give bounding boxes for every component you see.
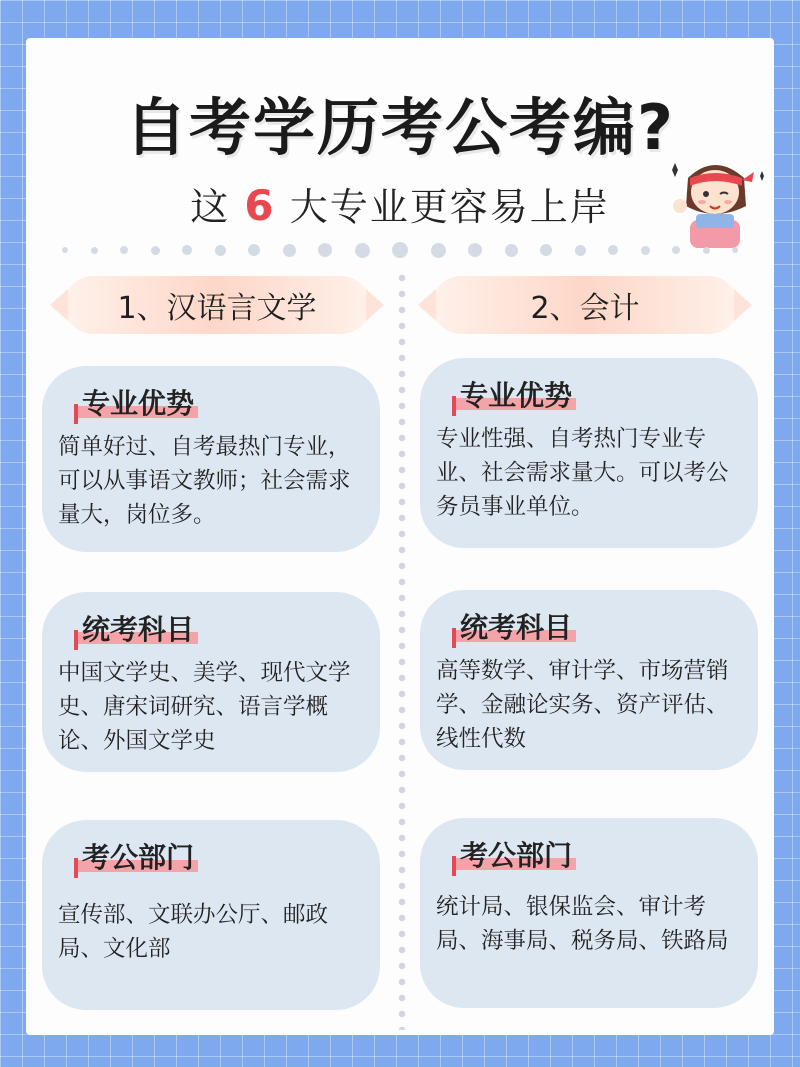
section-card-advantage [420,358,758,548]
section-card-departments [420,818,758,1008]
section-card-departments [42,820,380,1010]
section-text: 简单好过、自考最热门专业，可以从事语文教师；社会需求量大，岗位多。 [58,434,351,528]
section-text: 高等数学、审计学、市场营销学、金融论实务、资产评估、线性代数 [436,658,729,752]
column-heading-right: 2、会计 [432,276,738,334]
subtitle-number: 6 [244,181,276,230]
section-card-subjects [420,590,758,770]
section-card-advantage [42,366,380,552]
subtitle-suffix: 大专业更容易上岸 [289,185,610,229]
cartoon-girl-headband-icon [660,148,770,248]
section-title: 专业优势 [456,374,576,414]
section-title: 考公部门 [456,834,576,874]
section-text: 中国文学史、美学、现代文学史、唐宋词研究、语言学概论、外国文学史 [58,660,351,754]
section-title: 专业优势 [78,382,198,422]
section-text: 统计局、银保监会、审计考局、海事局、税务局、铁路局 [436,894,729,954]
section-title: 统考科目 [456,606,576,646]
section-card-subjects [42,592,380,772]
subtitle-prefix: 这 [190,185,231,229]
page-title: 自考学历考公考编? [125,91,675,164]
section-title: 考公部门 [78,836,198,876]
section-text: 专业性强、自考热门专业专业、社会需求量大。可以考公务员事业单位。 [436,426,729,520]
dotted-divider [62,242,738,258]
section-text: 宣传部、文联办公厅、邮政局、文化部 [58,902,329,962]
vertical-divider [398,270,406,1030]
column-heading-left: 1、汉语言文学 [64,276,370,334]
section-title: 统考科目 [78,608,198,648]
